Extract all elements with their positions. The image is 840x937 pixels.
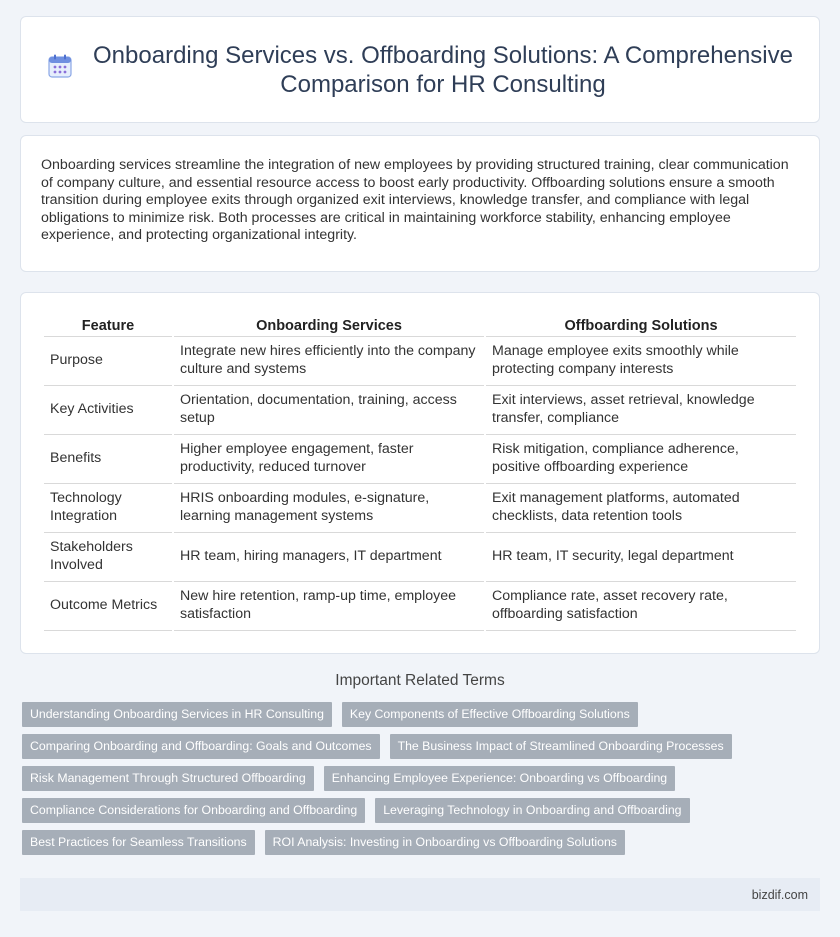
table-row	[44, 386, 796, 435]
table-row	[44, 337, 796, 386]
row-onboarding: Orientation, documentation, training, access setup	[174, 386, 484, 435]
row-offboarding: Risk mitigation, compliance adherence, positive offboarding experience	[486, 435, 796, 484]
row-offboarding: Compliance rate, asset recovery rate, offboarding satisfaction	[486, 582, 796, 631]
row-feature: Technology Integration	[44, 484, 172, 533]
comparison-table	[42, 313, 798, 631]
table-row	[44, 484, 796, 533]
related-term-tag[interactable]: Enhancing Employee Experience: Onboarding vs Offboarding	[324, 766, 675, 791]
footer-bar	[20, 878, 820, 911]
row-offboarding: HR team, IT security, legal department	[486, 533, 796, 582]
related-term-tag[interactable]: The Business Impact of Streamlined Onboarding Processes	[390, 734, 732, 759]
row-onboarding: HR team, hiring managers, IT department	[174, 533, 484, 582]
row-feature: Stakeholders Involved	[44, 533, 172, 582]
row-onboarding: New hire retention, ramp-up time, employee satisfaction	[174, 582, 484, 631]
row-offboarding: Exit management platforms, automated checklists, data retention tools	[486, 484, 796, 533]
footer-site-link[interactable]: bizdif.com	[751, 887, 808, 902]
related-term-tag[interactable]: Key Components of Effective Offboarding Solutions	[342, 702, 638, 727]
header-inner	[47, 41, 793, 99]
related-terms-section	[0, 672, 840, 862]
header-feature: Feature	[44, 313, 172, 337]
table-row	[44, 435, 796, 484]
row-onboarding: Integrate new hires efficiently into the company culture and systems	[174, 337, 484, 386]
row-feature: Benefits	[44, 435, 172, 484]
row-onboarding: HRIS onboarding modules, e-signature, learning management systems	[174, 484, 484, 533]
intro-card	[20, 135, 820, 272]
related-term-tag[interactable]: Risk Management Through Structured Offboarding	[22, 766, 314, 791]
row-offboarding: Exit interviews, asset retrieval, knowledge transfer, compliance	[486, 386, 796, 435]
related-term-tag[interactable]: Compliance Considerations for Onboarding and Offboarding	[22, 798, 365, 823]
page-title: Onboarding Services vs. Offboarding Solutions: A Comprehensive Comparison for HR Consulting	[93, 41, 793, 98]
comparison-card	[20, 292, 820, 654]
row-offboarding: Manage employee exits smoothly while protecting company interests	[486, 337, 796, 386]
related-term-tag[interactable]: Comparing Onboarding and Offboarding: Goals and Outcomes	[22, 734, 380, 759]
row-feature: Outcome Metrics	[44, 582, 172, 631]
row-feature: Purpose	[44, 337, 172, 386]
related-terms-tags	[0, 702, 840, 862]
header-onboarding: Onboarding Services	[174, 313, 484, 337]
row-feature: Key Activities	[44, 386, 172, 435]
table-row	[44, 533, 796, 582]
related-term-tag[interactable]: Best Practices for Seamless Transitions	[22, 830, 255, 855]
related-term-tag[interactable]: Leveraging Technology in Onboarding and Offboarding	[375, 798, 689, 823]
intro-paragraph: Onboarding services streamline the integration of new employees by providing structured training, clear communication of company culture, and essential resource access to boost early productivity. Offboarding solutions ensure a smooth transition during employee exits through organized exit interviews, knowledge transfer, and compliance with legal obligations to minimize risk. Both processes are critical in maintaining workforce stability, enhancing employee experience, and protecting organizational integrity.	[41, 157, 789, 244]
related-term-tag[interactable]: ROI Analysis: Investing in Onboarding vs Offboarding Solutions	[265, 830, 625, 855]
calendar-icon	[47, 53, 73, 79]
table-header-row	[44, 313, 796, 337]
header-card	[20, 16, 820, 123]
table-row	[44, 582, 796, 631]
related-term-tag[interactable]: Understanding Onboarding Services in HR Consulting	[22, 702, 332, 727]
related-terms-title: Important Related Terms	[335, 672, 505, 689]
header-offboarding: Offboarding Solutions	[486, 313, 796, 337]
row-onboarding: Higher employee engagement, faster productivity, reduced turnover	[174, 435, 484, 484]
